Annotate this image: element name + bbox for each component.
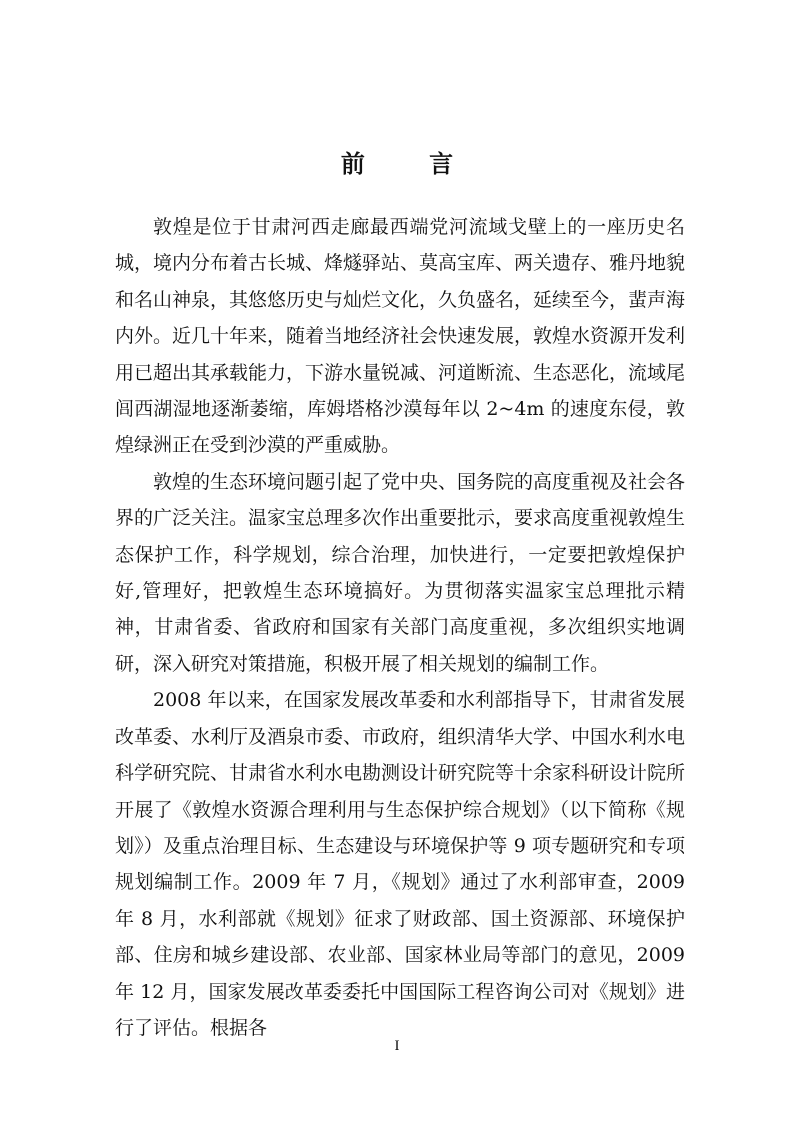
paragraph-1: 敦煌是位于甘肃河西走廊最西端党河流域戈壁上的一座历史名城，境内分布着古长城、烽燧驿站、莫高宝库、两关遗存、雅丹地貌和名山神泉，其悠悠历史与灿烂文化，久负盛名，延续至今，蜚声海内外。近几十年来，随着当地经济社会快速发展，敦煌水资源开发利用已超出其承载能力，下游水量锐减、河道断流、生态恶化，流域尾闾西湖湿地逐渐萎缩，库姆塔格沙漠每年以 2~4m 的速度东侵，敦煌绿洲正在受到沙漠的严重威胁。 — [115, 216, 686, 457]
page-title: 前 言 — [340, 149, 482, 178]
paragraph-2: 敦煌的生态环境问题引起了党中央、国务院的高度重视及社会各界的广泛关注。温家宝总理多次作出重要批示，要求高度重视敦煌生态保护工作，科学规划，综合治理，加快进行，一定要把敦煌保护好,管理好，把敦煌生态环境搞好。为贯彻落实温家宝总理批示精神，甘肃省委、省政府和国家有关部门高度重视，多次组织实地调研，深入研究对策措施，积极开展了相关规划的编制工作。 — [115, 470, 686, 675]
paragraph-3: 2008 年以来，在国家发展改革委和水利部指导下，甘肃省发展改革委、水利厅及酒泉市委、市政府，组织清华大学、中国水利水电科学研究院、甘肃省水利水电勘测设计研究院等十余家科研设计院所开展了《敦煌水资源合理利用与生态保护综合规划》（以下简称《规划》）及重点治理目标、生态建设与环境保护等 9 项专题研究和专项规划编制工作。2009 年 7 月，《规划》通过了水利部审查，2009 年 8 月，水利部就《规划》征求了财政部、国土资源部、环境保护部、住房和城乡建设部、农业部、国家林业局等部门的意见，2009 年 12 月，国家发展改革委委托中国国际工程咨询公司对《规划》进行了评估。根据各 — [115, 689, 686, 1039]
body-text — [115, 209, 685, 1046]
page-number: I — [394, 1038, 400, 1054]
